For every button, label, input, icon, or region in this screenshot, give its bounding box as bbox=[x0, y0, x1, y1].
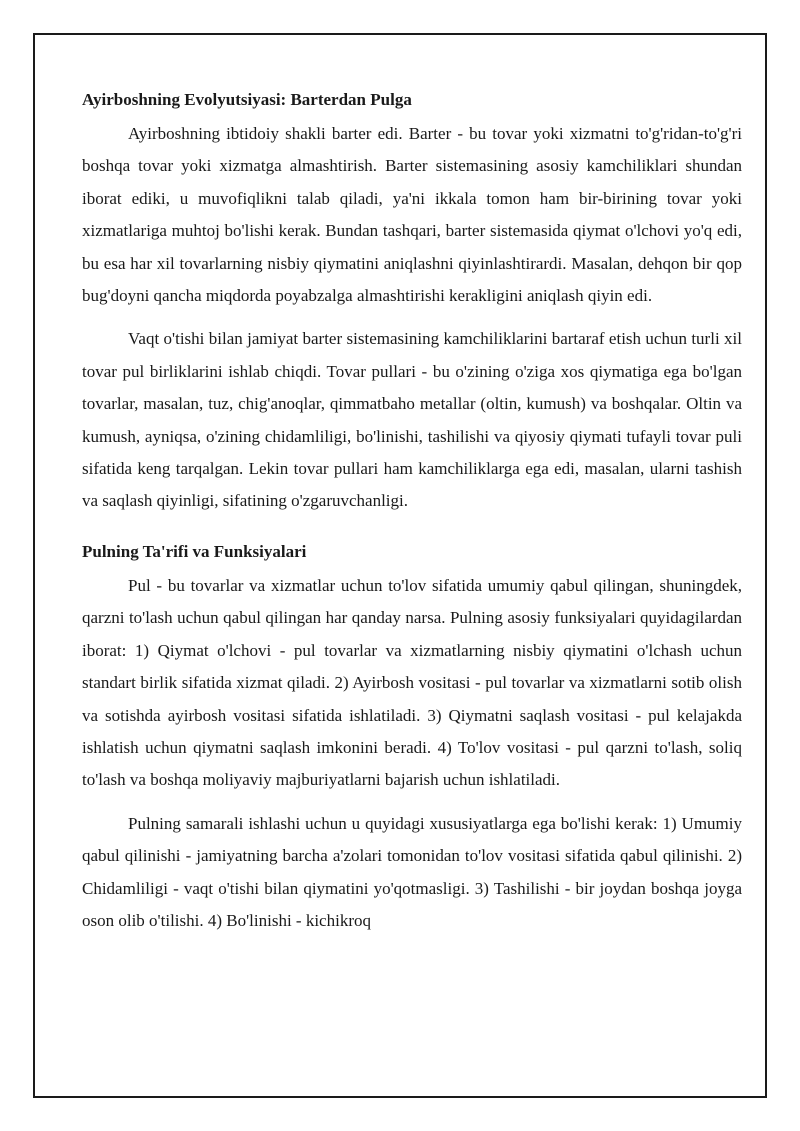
section-heading-barter: Ayirboshning Evolyutsiyasi: Barterdan Pulga bbox=[82, 90, 412, 109]
paragraph-money-properties: Pulning samarali ishlashi uchun u quyidagi xususiyatlarga ega bo'lishi kerak: 1) Umumiy qabul qilinishi - jamiyatning barcha a'zolari tomonidan to'lov vositasi sifatida qabul qilinishi. 2) Chidamliligi - vaqt o'tishi bilan qiymatini yo'qotmasligi. 3) Tashilishi - bir joydan boshqa joyga oson olib o'tilishi. 4) Bo'linishi - kichikroq bbox=[82, 813, 742, 930]
paragraph-money-definition: Pul - bu tovarlar va xizmatlar uchun to'lov sifatida umumiy qabul qilingan, shuningdek, qarzni to'lash uchun qabul qilingan har qanday narsa. Pulning asosiy funksiyalari quyidagilardan iborat: 1) Qiymat o'lchovi - pul tovarlar va xizmatlarning nisbiy qiymatini o'lchash uchun standart birlik sifatida xizmat qiladi. 2) Ayirbosh vositasi - pul tovarlar va xizmatlarni sotib olish va sotishda ayirbosh vositasi sifatida ishlatiladi. 3) Qiymatni saqlash vositasi - pul kelajakda ishlatish uchun qiymatni saqlash imkonini beradi. 4) To'lov vositasi - pul qarzni to'lash, soliq to'lash va boshqa moliyaviy majburiyatlarni bajarish uchun ishlatiladi. bbox=[82, 575, 742, 790]
document-body bbox=[82, 84, 742, 948]
section-heading-money-functions: Pulning Ta'rifi va Funksiyalari bbox=[82, 541, 307, 561]
paragraph-commodity-money: Vaqt o'tishi bilan jamiyat barter sistemasining kamchiliklarini bartaraf etish uchun turli xil tovar pul birliklarini ishlab chiqdi. Tovar pullari - bu o'zining o'ziga xos qiymatiga ega bo'lgan tovarlar, masalan, tuz, chig'anoqlar, qimmatbaho metallar (oltin, kumush) va boshqalar. Oltin va kumush, ayniqsa, o'zining chidamliligi, bo'linishi, tashilishi va qiyosiy qiymati tufayli tovar puli sifatida keng tarqalgan. Lekin tovar pullari ham kamchiliklarga ega edi, masalan, ularni tashish va saqlash qiyinligi, sifatining o'zgaruvchanligi. bbox=[82, 329, 742, 511]
paragraph-barter-intro: Ayirboshning ibtidoiy shakli barter edi. Barter - bu tovar yoki xizmatni to'g'ridan-to'g'ri boshqa tovar yoki xizmatga almashtirish. Barter sistemasining asosiy kamchiliklari shundan iborat ediki, u muvofiqlikni talab qiladi, ya'ni ikkala tomon ham bir-birining tovar yoki xizmatlariga muhtoj bo'lishi kerak. Bundan tashqari, barter sistemasida qiymat o'lchovi yo'q edi, bu esa har xil tovarlarning nisbiy qiymatini aniqlashni qiyinlashtirardi. Masalan, dehqon bir qop bug'doyni qancha miqdorda poyabzalga almashtirishi kerakligini aniqlash qiyin edi. bbox=[82, 124, 742, 306]
